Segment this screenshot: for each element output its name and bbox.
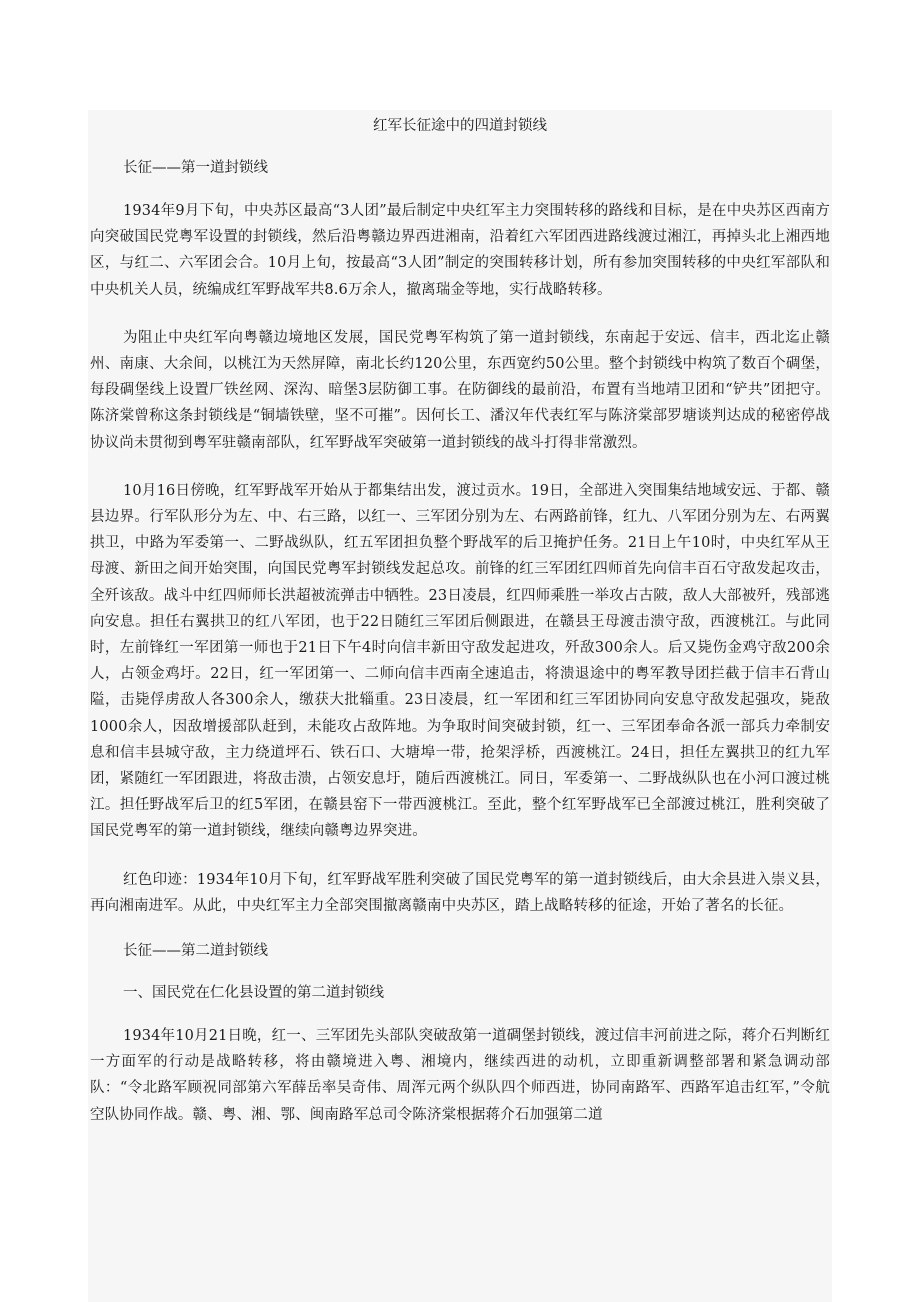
- section-heading-1: 长征——第一道封锁线: [123, 160, 268, 176]
- document-title: 红军长征途中的四道封锁线: [373, 118, 547, 134]
- paragraph: 1934年9月下旬，中央苏区最高“3人团”最后制定中央红军主力突围转移的路线和目标，是在中央苏区西南方向突破国民党粤军设置的封锁线，然后沿粤赣边界西进湘南，沿着红六军团西进路线渡过湘江，再掉头北上湘西地区，与红二、六军团会合。10月上旬，按最高“3人团”制定的突围转移计划，所有参加突围转移的中央红军部队和中央机关人员，统编成红军野战军共8.6万余人，撤离瑞金等地，实行战略转移。: [90, 203, 830, 298]
- section-heading-2: 长征——第二道封锁线: [123, 943, 268, 960]
- section-subheading: 一、国民党在仁化县设置的第二道封锁线: [123, 985, 384, 1002]
- paragraph: 红色印迹：1934年10月下旬，红军野战军胜利突破了国民党粤军的第一道封锁线后，由大余县进入崇义县，再向湘南进军。从此，中央红军主力全部突围撤离赣南中央苏区，踏上战略转移的征途，开始了著名的长征。: [90, 871, 830, 914]
- paragraph: 10月16日傍晚，红军野战军开始从于都集结出发，渡过贡水。19日，全部进入突围集结地域安远、于都、赣县边界。行军队形分为左、中、右三路，以红一、三军团分别为左、右两路前锋，红九、八军团分别为左、右两翼拱卫，中路为军委第一、二野战纵队，红五军团担负整个野战军的后卫掩护任务。21日上午10时，中央红军从王母渡、新田之间开始突围，向国民党粤军封锁线发起总攻。前锋的红三军团红四师首先向信丰百石守敌发起攻击，全歼该敌。战斗中红四师师长洪超被流弹击中牺牲。23日凌晨，红四师乘胜一举攻占古陂，敌人大部被歼，残部逃向安息。担任右翼拱卫的红八军团，也于22日随红三军团后侧跟进，在赣县王母渡击溃守敌，西渡桃江。与此同时，左前锋红一军团第一师也于21日下午4时向信丰新田守敌发起进攻，歼敌300余人。后又毙伤金鸡守敌200余人，占领金鸡圩。22日，红一军团第一、二师向信丰西南全速追击，将溃退途中的粤军教导团拦截于信丰石背山隘，击毙俘虏敌人各300余人，缴获大批辎重。23日凌晨，红一军团和红三军团协同向安息守敌发起强攻，毙敌1000余人，因敌增援部队赶到，未能攻占敌阵地。为争取时间突破封锁，红一、三军团奉命各派一部兵力牵制安息和信丰县城守敌，主力绕道坪石、铁石口、大塘埠一带，抢架浮桥，西渡桃江。24日，担任左翼拱卫的红九军团，紧随红一军团跟进，将敌击溃，占领安息圩，随后西渡桃江。同日，军委第一、二野战纵队也在小河口渡过桃江。担任野战军后卫的红5军团，在赣县窑下一带西渡桃江。至此，整个红军野战军已全部渡过桃江，胜利突破了国民党粤军的第一道封锁线，继续向赣粤边界突进。: [90, 482, 830, 840]
- document-page: [88, 110, 832, 1302]
- paragraph: 1934年10月21日晚，红一、三军团先头部队突破敌第一道碉堡封锁线，渡过信丰河前进之际，蒋介石判断红一方面军的行动是战略转移，将由赣境进入粤、湘境内，继续西进的动机，立即重新调整部署和紧急调动部队：“令北路军顾祝同部第六军薛岳率吴奇伟、周浑元两个纵队四个师西进，协同南路军、西路军追击红军，”令航空队协同作战。赣、粤、湘、鄂、闽南路军总司令陈济棠根据蒋介石加强第二道: [90, 1028, 830, 1123]
- paragraph: 为阻止中央红军向粤赣边境地区发展，国民党粤军构筑了第一道封锁线，东南起于安远、信丰，西北迄止赣州、南康、大余间，以桃江为天然屏障，南北长约120公里，东西宽约50公里。整个封锁线中构筑了数百个碉堡，每段碉堡线上设置厂铁丝网、深沟、暗堡3层防御工事。在防御线的最前沿，布置有当地靖卫团和“铲共”团把守。陈济棠曾称这条封锁线是“铜墙铁壁，坚不可摧”。因何长工、潘汉年代表红军与陈济棠部罗塘谈判达成的秘密停战协议尚未贯彻到粤军驻赣南部队，红军野战军突破第一道封锁线的战斗打得非常激烈。: [90, 329, 830, 451]
